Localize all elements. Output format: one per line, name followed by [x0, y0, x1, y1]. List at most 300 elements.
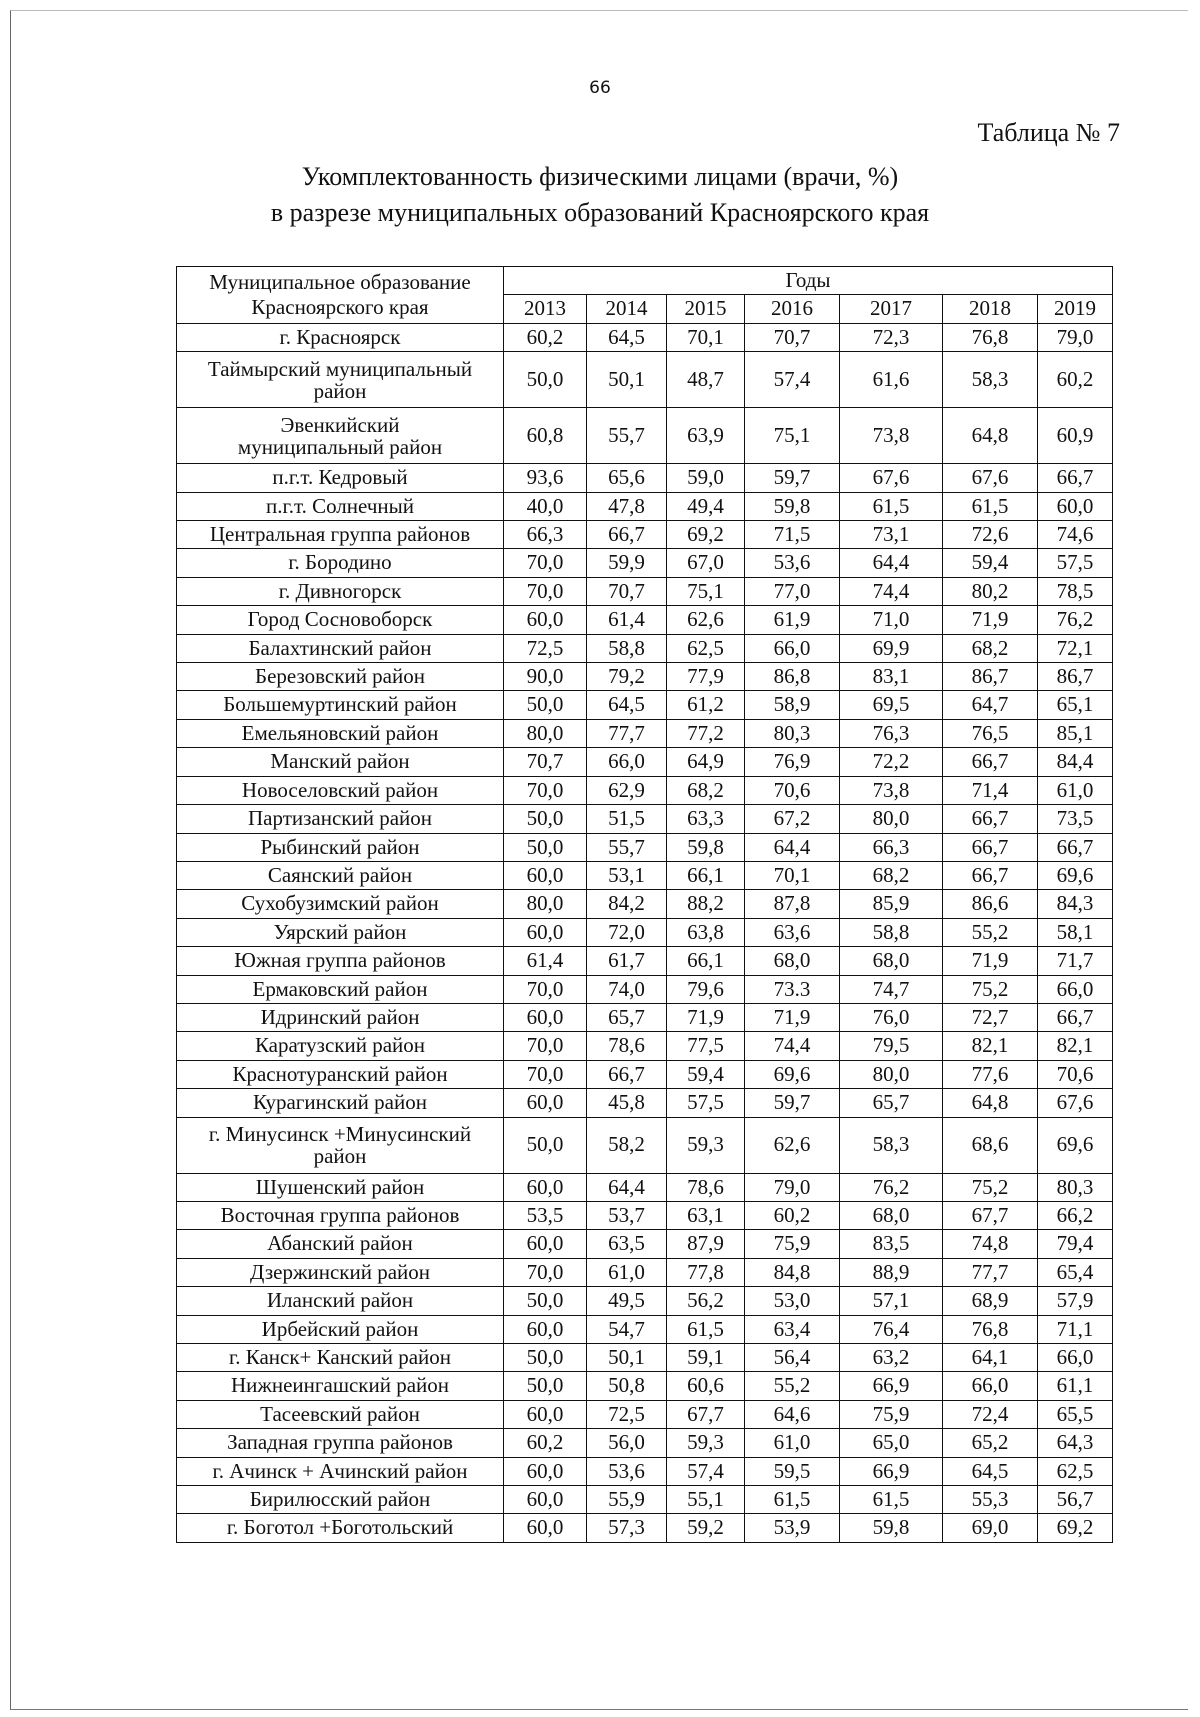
value-cell-2019: 66,0 — [1038, 1344, 1113, 1372]
value-cell-2015: 59,0 — [667, 464, 745, 492]
region-name-line: Курагинский район — [253, 1090, 427, 1115]
value-cell-2016: 64,6 — [745, 1400, 840, 1428]
value-cell-2013: 50,0 — [504, 833, 587, 861]
value-cell-2019: 73,5 — [1038, 805, 1113, 833]
value-cell-2014: 62,9 — [587, 776, 667, 804]
value-cell-2016: 87,8 — [745, 890, 840, 918]
region-name-cell — [177, 1514, 504, 1542]
value-cell-2014: 49,5 — [587, 1287, 667, 1315]
value-cell-2014: 57,3 — [587, 1514, 667, 1542]
value-cell-2016: 61,0 — [745, 1429, 840, 1457]
value-cell-2016: 75,9 — [745, 1230, 840, 1258]
value-cell-2017: 74,4 — [840, 577, 943, 605]
region-column-header — [177, 267, 504, 324]
region-name-line: Уярский район — [273, 919, 407, 944]
value-cell-2013: 40,0 — [504, 492, 587, 520]
region-name-cell — [177, 975, 504, 1003]
year-header-2013: 2013 — [504, 295, 587, 323]
value-cell-2019: 71,7 — [1038, 947, 1113, 975]
table-row — [177, 1060, 1113, 1088]
value-cell-2013: 60,0 — [504, 1400, 587, 1428]
value-cell-2016: 70,7 — [745, 323, 840, 351]
region-name-cell — [177, 352, 504, 408]
value-cell-2013: 50,0 — [504, 1117, 587, 1173]
region-name-line: Ирбейский район — [261, 1316, 419, 1341]
value-cell-2013: 70,7 — [504, 748, 587, 776]
value-cell-2018: 64,1 — [943, 1344, 1038, 1372]
value-cell-2016: 79,0 — [745, 1173, 840, 1201]
value-cell-2014: 70,7 — [587, 577, 667, 605]
value-cell-2018: 66,7 — [943, 833, 1038, 861]
value-cell-2018: 61,5 — [943, 492, 1038, 520]
region-name-line: район — [313, 1144, 367, 1169]
table-row — [177, 352, 1113, 408]
table-row — [177, 776, 1113, 804]
value-cell-2017: 76,2 — [840, 1173, 943, 1201]
value-cell-2013: 70,0 — [504, 1060, 587, 1088]
table-row — [177, 918, 1113, 946]
value-cell-2014: 66,0 — [587, 748, 667, 776]
value-cell-2018: 82,1 — [943, 1032, 1038, 1060]
region-name-cell — [177, 408, 504, 464]
value-cell-2019: 57,9 — [1038, 1287, 1113, 1315]
value-cell-2017: 72,3 — [840, 323, 943, 351]
value-cell-2016: 74,4 — [745, 1032, 840, 1060]
value-cell-2016: 84,8 — [745, 1258, 840, 1286]
table-row — [177, 1315, 1113, 1343]
value-cell-2017: 74,7 — [840, 975, 943, 1003]
value-cell-2017: 80,0 — [840, 1060, 943, 1088]
value-cell-2013: 60,0 — [504, 918, 587, 946]
value-cell-2016: 53,6 — [745, 549, 840, 577]
table-row — [177, 1003, 1113, 1031]
value-cell-2019: 79,0 — [1038, 323, 1113, 351]
value-cell-2013: 70,0 — [504, 1032, 587, 1060]
table-row — [177, 1287, 1113, 1315]
value-cell-2018: 76,8 — [943, 1315, 1038, 1343]
value-cell-2015: 59,3 — [667, 1117, 745, 1173]
value-cell-2019: 84,4 — [1038, 748, 1113, 776]
region-name-line: Бирилюсский район — [249, 1487, 431, 1512]
value-cell-2018: 74,8 — [943, 1230, 1038, 1258]
value-cell-2013: 50,0 — [504, 805, 587, 833]
value-cell-2014: 58,2 — [587, 1117, 667, 1173]
region-name-cell — [177, 521, 504, 549]
region-name-cell — [177, 947, 504, 975]
value-cell-2017: 88,9 — [840, 1258, 943, 1286]
value-cell-2019: 85,1 — [1038, 719, 1113, 747]
region-name-line: г. Бородино — [288, 550, 392, 575]
table-row — [177, 1400, 1113, 1428]
table-row — [177, 861, 1113, 889]
region-name-cell — [177, 833, 504, 861]
value-cell-2016: 62,6 — [745, 1117, 840, 1173]
value-cell-2015: 59,1 — [667, 1344, 745, 1372]
table-row — [177, 947, 1113, 975]
value-cell-2019: 86,7 — [1038, 663, 1113, 691]
value-cell-2014: 65,6 — [587, 464, 667, 492]
region-name-line: Абанский район — [267, 1231, 413, 1256]
value-cell-2015: 77,9 — [667, 663, 745, 691]
value-cell-2019: 70,6 — [1038, 1060, 1113, 1088]
value-cell-2015: 59,4 — [667, 1060, 745, 1088]
region-name-line: Город Сосновоборск — [247, 607, 433, 632]
year-header-2018: 2018 — [943, 295, 1038, 323]
value-cell-2018: 69,0 — [943, 1514, 1038, 1542]
value-cell-2017: 69,5 — [840, 691, 943, 719]
table-row — [177, 606, 1113, 634]
value-cell-2019: 80,3 — [1038, 1173, 1113, 1201]
value-cell-2014: 53,1 — [587, 861, 667, 889]
value-cell-2016: 75,1 — [745, 408, 840, 464]
value-cell-2019: 71,1 — [1038, 1315, 1113, 1343]
value-cell-2017: 58,8 — [840, 918, 943, 946]
value-cell-2019: 60,9 — [1038, 408, 1113, 464]
value-cell-2019: 62,5 — [1038, 1457, 1113, 1485]
value-cell-2017: 76,3 — [840, 719, 943, 747]
value-cell-2017: 63,2 — [840, 1344, 943, 1372]
value-cell-2019: 65,5 — [1038, 1400, 1113, 1428]
region-name-cell — [177, 1400, 504, 1428]
region-name-line: Нижнеингашский район — [230, 1373, 450, 1398]
value-cell-2019: 65,4 — [1038, 1258, 1113, 1286]
value-cell-2018: 68,2 — [943, 634, 1038, 662]
region-name-cell — [177, 1287, 504, 1315]
value-cell-2016: 53,9 — [745, 1514, 840, 1542]
value-cell-2018: 77,6 — [943, 1060, 1038, 1088]
value-cell-2015: 49,4 — [667, 492, 745, 520]
value-cell-2018: 72,6 — [943, 521, 1038, 549]
value-cell-2013: 60,0 — [504, 606, 587, 634]
value-cell-2016: 71,9 — [745, 1003, 840, 1031]
region-name-cell — [177, 890, 504, 918]
value-cell-2019: 61,0 — [1038, 776, 1113, 804]
table-row — [177, 521, 1113, 549]
value-cell-2018: 58,3 — [943, 352, 1038, 408]
value-cell-2014: 53,7 — [587, 1201, 667, 1229]
year-header-2019: 2019 — [1038, 295, 1113, 323]
table-body — [177, 323, 1113, 1542]
region-name-line: Западная группа районов — [227, 1430, 453, 1455]
value-cell-2014: 64,4 — [587, 1173, 667, 1201]
region-name-line: Сухобузимский район — [241, 891, 439, 916]
table-row — [177, 663, 1113, 691]
value-cell-2019: 60,0 — [1038, 492, 1113, 520]
value-cell-2017: 76,4 — [840, 1315, 943, 1343]
value-cell-2015: 88,2 — [667, 890, 745, 918]
table-row — [177, 1230, 1113, 1258]
region-name-line: г. Ачинск + Ачинский район — [212, 1458, 468, 1483]
value-cell-2013: 53,5 — [504, 1201, 587, 1229]
region-name-line: п.г.т. Солнечный — [266, 493, 414, 518]
value-cell-2015: 71,9 — [667, 1003, 745, 1031]
value-cell-2018: 66,7 — [943, 805, 1038, 833]
value-cell-2013: 72,5 — [504, 634, 587, 662]
value-cell-2017: 66,9 — [840, 1457, 943, 1485]
value-cell-2016: 80,3 — [745, 719, 840, 747]
value-cell-2019: 79,4 — [1038, 1230, 1113, 1258]
value-cell-2015: 77,2 — [667, 719, 745, 747]
region-name-line: Большемуртинский район — [223, 692, 457, 717]
region-name-cell — [177, 1344, 504, 1372]
value-cell-2015: 61,2 — [667, 691, 745, 719]
table-row — [177, 691, 1113, 719]
table-row — [177, 1372, 1113, 1400]
value-cell-2014: 78,6 — [587, 1032, 667, 1060]
value-cell-2014: 50,1 — [587, 352, 667, 408]
value-cell-2018: 86,6 — [943, 890, 1038, 918]
region-name-line: п.г.т. Кедровый — [272, 465, 408, 490]
table-row — [177, 1173, 1113, 1201]
value-cell-2013: 70,0 — [504, 776, 587, 804]
value-cell-2016: 57,4 — [745, 352, 840, 408]
region-name-cell — [177, 719, 504, 747]
value-cell-2016: 59,7 — [745, 1089, 840, 1117]
value-cell-2016: 71,5 — [745, 521, 840, 549]
value-cell-2019: 69,2 — [1038, 1514, 1113, 1542]
table-row — [177, 549, 1113, 577]
value-cell-2013: 60,0 — [504, 1457, 587, 1485]
value-cell-2016: 70,6 — [745, 776, 840, 804]
table-title-line-1: Укомплектованность физическими лицами (врачи, %) — [301, 162, 899, 191]
value-cell-2014: 55,7 — [587, 833, 667, 861]
value-cell-2017: 85,9 — [840, 890, 943, 918]
value-cell-2019: 66,7 — [1038, 1003, 1113, 1031]
header-row-1 — [177, 267, 1113, 295]
value-cell-2018: 66,0 — [943, 1372, 1038, 1400]
value-cell-2016: 64,4 — [745, 833, 840, 861]
value-cell-2015: 63,8 — [667, 918, 745, 946]
value-cell-2013: 60,2 — [504, 1429, 587, 1457]
value-cell-2019: 69,6 — [1038, 861, 1113, 889]
region-name-line: Каратузский район — [254, 1033, 426, 1058]
table-row — [177, 492, 1113, 520]
value-cell-2014: 59,9 — [587, 549, 667, 577]
region-name-line: Восточная группа районов — [220, 1202, 460, 1227]
value-cell-2017: 69,9 — [840, 634, 943, 662]
value-cell-2017: 72,2 — [840, 748, 943, 776]
value-cell-2014: 54,7 — [587, 1315, 667, 1343]
value-cell-2018: 65,2 — [943, 1429, 1038, 1457]
value-cell-2018: 77,7 — [943, 1258, 1038, 1286]
value-cell-2016: 59,5 — [745, 1457, 840, 1485]
region-name-line: Ермаковский район — [252, 976, 428, 1001]
table-row — [177, 1344, 1113, 1372]
region-name-line: Рыбинский район — [260, 834, 420, 859]
value-cell-2015: 66,1 — [667, 861, 745, 889]
value-cell-2017: 76,0 — [840, 1003, 943, 1031]
table-row — [177, 1258, 1113, 1286]
value-cell-2014: 72,5 — [587, 1400, 667, 1428]
value-cell-2014: 65,7 — [587, 1003, 667, 1031]
value-cell-2013: 50,0 — [504, 1372, 587, 1400]
value-cell-2017: 80,0 — [840, 805, 943, 833]
value-cell-2017: 66,3 — [840, 833, 943, 861]
value-cell-2016: 63,4 — [745, 1315, 840, 1343]
table-row — [177, 1117, 1113, 1173]
value-cell-2014: 64,5 — [587, 691, 667, 719]
table-title-line-2: в разрезе муниципальных образований Красноярского края — [270, 198, 930, 227]
value-cell-2017: 73,8 — [840, 408, 943, 464]
value-cell-2013: 50,0 — [504, 1287, 587, 1315]
value-cell-2019: 66,7 — [1038, 464, 1113, 492]
value-cell-2016: 60,2 — [745, 1201, 840, 1229]
value-cell-2014: 84,2 — [587, 890, 667, 918]
value-cell-2019: 82,1 — [1038, 1032, 1113, 1060]
value-cell-2018: 67,7 — [943, 1201, 1038, 1229]
value-cell-2013: 60,0 — [504, 1230, 587, 1258]
value-cell-2018: 75,2 — [943, 975, 1038, 1003]
value-cell-2018: 64,7 — [943, 691, 1038, 719]
value-cell-2019: 57,5 — [1038, 549, 1113, 577]
value-cell-2015: 67,0 — [667, 549, 745, 577]
value-cell-2017: 73,8 — [840, 776, 943, 804]
table-row — [177, 719, 1113, 747]
value-cell-2014: 50,1 — [587, 1344, 667, 1372]
value-cell-2013: 60,0 — [504, 1514, 587, 1542]
region-name-line: Березовский район — [255, 664, 425, 689]
region-name-cell — [177, 1258, 504, 1286]
region-name-line: муниципальный район — [237, 434, 443, 459]
value-cell-2016: 59,8 — [745, 492, 840, 520]
value-cell-2015: 62,5 — [667, 634, 745, 662]
region-name-line: Иланский район — [266, 1288, 414, 1313]
value-cell-2013: 60,0 — [504, 1173, 587, 1201]
value-cell-2015: 59,3 — [667, 1429, 745, 1457]
value-cell-2015: 60,6 — [667, 1372, 745, 1400]
value-cell-2015: 66,1 — [667, 947, 745, 975]
value-cell-2016: 56,4 — [745, 1344, 840, 1372]
region-name-cell — [177, 1201, 504, 1229]
value-cell-2016: 61,9 — [745, 606, 840, 634]
value-cell-2014: 66,7 — [587, 1060, 667, 1088]
value-cell-2016: 77,0 — [745, 577, 840, 605]
region-name-line: Центральная группа районов — [209, 522, 471, 547]
value-cell-2017: 57,1 — [840, 1287, 943, 1315]
value-cell-2015: 63,3 — [667, 805, 745, 833]
value-cell-2018: 68,9 — [943, 1287, 1038, 1315]
value-cell-2014: 64,5 — [587, 323, 667, 351]
region-name-line: г. Боготол +Боготольский — [226, 1515, 454, 1540]
value-cell-2015: 61,5 — [667, 1315, 745, 1343]
value-cell-2013: 66,3 — [504, 521, 587, 549]
value-cell-2013: 93,6 — [504, 464, 587, 492]
value-cell-2017: 61,5 — [840, 1486, 943, 1514]
value-cell-2014: 77,7 — [587, 719, 667, 747]
table-row — [177, 748, 1113, 776]
value-cell-2013: 60,0 — [504, 1486, 587, 1514]
value-cell-2019: 78,5 — [1038, 577, 1113, 605]
region-name-line: г. Красноярск — [279, 324, 401, 349]
value-cell-2019: 72,1 — [1038, 634, 1113, 662]
region-name-cell — [177, 1003, 504, 1031]
table-row — [177, 975, 1113, 1003]
region-name-cell — [177, 1230, 504, 1258]
table-row — [177, 1089, 1113, 1117]
value-cell-2018: 68,6 — [943, 1117, 1038, 1173]
region-name-line: Таймырский муниципальный — [207, 356, 473, 381]
value-cell-2019: 66,7 — [1038, 833, 1113, 861]
region-name-cell — [177, 1173, 504, 1201]
value-cell-2016: 63,6 — [745, 918, 840, 946]
value-cell-2013: 70,0 — [504, 577, 587, 605]
region-name-line: Тасеевский район — [260, 1401, 420, 1426]
value-cell-2014: 47,8 — [587, 492, 667, 520]
value-cell-2013: 50,0 — [504, 691, 587, 719]
value-cell-2017: 59,8 — [840, 1514, 943, 1542]
value-cell-2019: 61,1 — [1038, 1372, 1113, 1400]
table-row — [177, 890, 1113, 918]
region-name-cell — [177, 1486, 504, 1514]
value-cell-2017: 75,9 — [840, 1400, 943, 1428]
years-header: Годы — [504, 267, 1113, 295]
value-cell-2019: 58,1 — [1038, 918, 1113, 946]
region-name-cell — [177, 861, 504, 889]
value-cell-2013: 61,4 — [504, 947, 587, 975]
value-cell-2014: 45,8 — [587, 1089, 667, 1117]
value-cell-2018: 86,7 — [943, 663, 1038, 691]
region-name-line: г. Канск+ Канский район — [229, 1345, 451, 1369]
value-cell-2015: 56,2 — [667, 1287, 745, 1315]
value-cell-2014: 61,4 — [587, 606, 667, 634]
value-cell-2013: 60,0 — [504, 1315, 587, 1343]
value-cell-2013: 80,0 — [504, 890, 587, 918]
region-name-cell — [177, 1315, 504, 1343]
value-cell-2014: 53,6 — [587, 1457, 667, 1485]
table-row — [177, 1514, 1113, 1542]
region-name-cell — [177, 1117, 504, 1173]
value-cell-2015: 62,6 — [667, 606, 745, 634]
table-row — [177, 1429, 1113, 1457]
table-row — [177, 833, 1113, 861]
table-row — [177, 464, 1113, 492]
value-cell-2017: 67,6 — [840, 464, 943, 492]
region-name-cell — [177, 918, 504, 946]
table-header — [177, 267, 1113, 324]
value-cell-2017: 68,0 — [840, 1201, 943, 1229]
value-cell-2018: 67,6 — [943, 464, 1038, 492]
value-cell-2016: 86,8 — [745, 663, 840, 691]
region-name-line: Дзержинский район — [250, 1259, 430, 1284]
value-cell-2015: 77,8 — [667, 1258, 745, 1286]
staffing-table — [176, 266, 1113, 1543]
region-name-line: г. Дивногорск — [278, 578, 402, 603]
value-cell-2016: 70,1 — [745, 861, 840, 889]
region-name-cell — [177, 492, 504, 520]
value-cell-2019: 69,6 — [1038, 1117, 1113, 1173]
region-name-line: Саянский район — [267, 862, 413, 887]
value-cell-2018: 64,8 — [943, 1089, 1038, 1117]
value-cell-2018: 59,4 — [943, 549, 1038, 577]
region-name-line: Шушенский район — [255, 1174, 425, 1199]
value-cell-2016: 68,0 — [745, 947, 840, 975]
region-header-line-2: Красноярского края — [251, 294, 429, 319]
region-name-line: Краснотуранский район — [232, 1061, 448, 1086]
region-name-cell — [177, 1429, 504, 1457]
value-cell-2019: 64,3 — [1038, 1429, 1113, 1457]
value-cell-2018: 64,8 — [943, 408, 1038, 464]
value-cell-2015: 70,1 — [667, 323, 745, 351]
value-cell-2014: 51,5 — [587, 805, 667, 833]
region-name-line: Идринский район — [260, 1004, 420, 1029]
region-name-line: Манский район — [270, 749, 410, 774]
region-name-line: Партизанский район — [247, 806, 433, 831]
value-cell-2019: 67,6 — [1038, 1089, 1113, 1117]
value-cell-2017: 65,0 — [840, 1429, 943, 1457]
value-cell-2014: 61,7 — [587, 947, 667, 975]
value-cell-2014: 72,0 — [587, 918, 667, 946]
value-cell-2013: 80,0 — [504, 719, 587, 747]
